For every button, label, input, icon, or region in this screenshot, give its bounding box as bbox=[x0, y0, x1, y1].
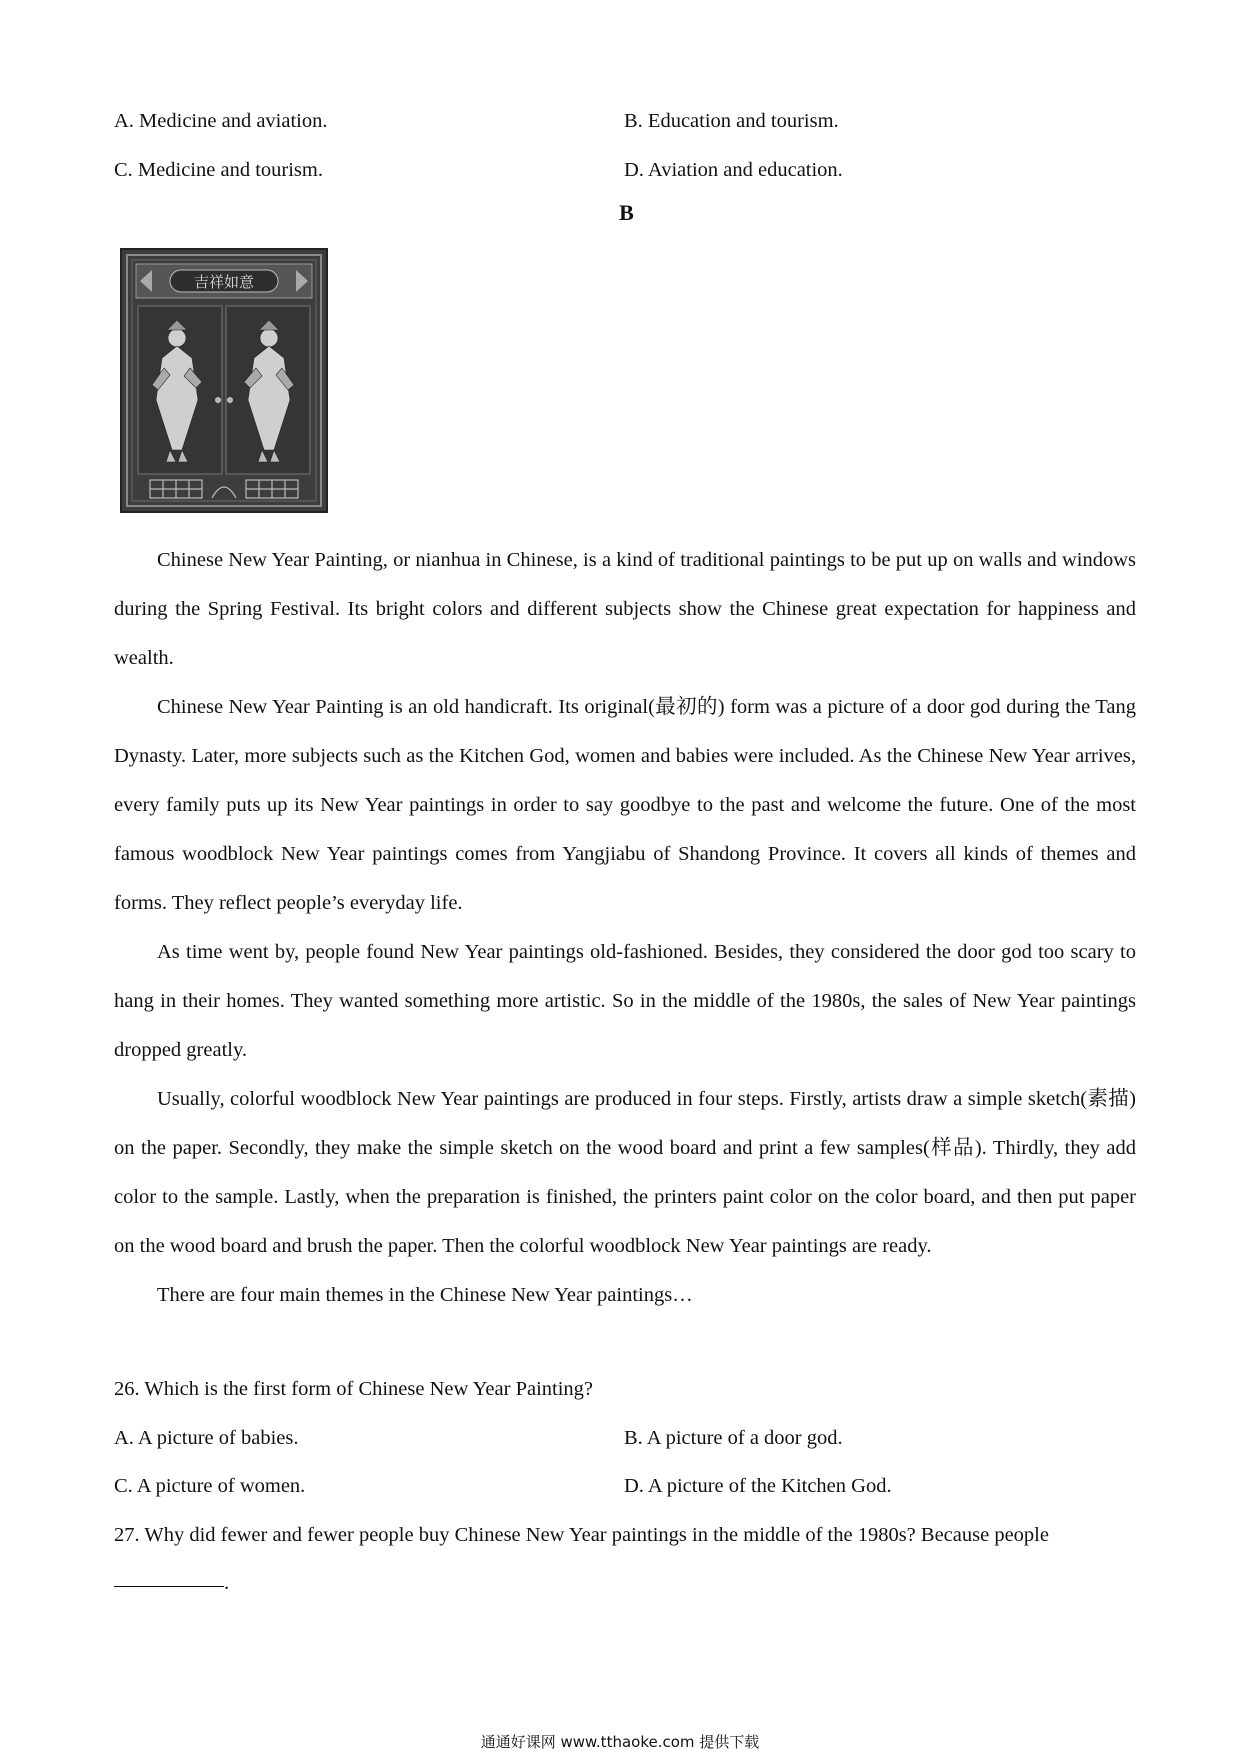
passage-paragraph-3: As time went by, people found New Year paintings old-fashioned. Besides, they considered the door god too scary to hang in their homes. They wanted something more artistic. So in the middle of the 1980s, the sales of New Year paintings dropped greatly. bbox=[114, 941, 1136, 1061]
passage-paragraph-2: Chinese New Year Painting is an old handicraft. Its original(最初的) form was a picture of a door god during the Tang Dynasty. Later, more subjects such as the Kitchen God, women and babies were included. As the Chinese New Year arrives, every family puts up its New Year paintings in order to say goodbye to the past and welcome the future. One of the most famous woodblock New Year paintings comes from Yangjiabu of Shandong Province. It covers all kinds of themes and forms. They reflect people’s everyday life. bbox=[114, 696, 1136, 914]
q26-option-d: D. A picture of the Kitchen God. bbox=[624, 1475, 892, 1497]
reading-passage bbox=[114, 536, 1136, 1320]
section-heading: B bbox=[619, 200, 634, 225]
prev-options-row-1 bbox=[114, 106, 1134, 136]
painting-title-glyphs: 吉祥如意 bbox=[193, 273, 255, 291]
passage-paragraph-4: Usually, colorful woodblock New Year paintings are produced in four steps. Firstly, artists draw a simple sketch(素描) on the paper. Secondly, they make the simple sketch on the wood board and print a few samples(样品). Thirdly, they add color to the sample. Lastly, when the preparation is finished, the printers paint color on the color board, and then put paper on the wood board and brush the paper. Then the colorful woodblock New Year paintings are ready. bbox=[114, 1088, 1136, 1257]
answer-blank-end: . bbox=[224, 1572, 230, 1594]
question-26-stem: 26. Which is the first form of Chinese New Year Painting? bbox=[114, 1378, 594, 1400]
prev-options-row-2 bbox=[114, 155, 1134, 185]
option-c: C. Medicine and tourism. bbox=[114, 159, 323, 181]
question-27-stem: 27. Why did fewer and fewer people buy Chinese New Year paintings in the middle of the 1980s? Because people bbox=[114, 1524, 1049, 1546]
q26-option-b: B. A picture of a door god. bbox=[624, 1427, 843, 1449]
passage-paragraph-1: Chinese New Year Painting, or nianhua in Chinese, is a kind of traditional paintings to be put up on walls and windows during the Spring Festival. Its bright colors and different subjects show the Chinese great expectation for happiness and wealth. bbox=[114, 549, 1136, 669]
nianhua-image bbox=[120, 248, 328, 513]
q26-option-c: C. A picture of women. bbox=[114, 1475, 306, 1497]
q26-options-row-2 bbox=[114, 1471, 1134, 1501]
passage-paragraph-5: There are four main themes in the Chinese New Year paintings… bbox=[157, 1284, 693, 1306]
door-gods-illustration bbox=[122, 250, 326, 511]
q26-option-a: A. A picture of babies. bbox=[114, 1427, 299, 1449]
page-footer: 通通好课网 www.tthaoke.com 提供下载 bbox=[480, 1733, 760, 1751]
option-a: A. Medicine and aviation. bbox=[114, 110, 328, 132]
option-b: B. Education and tourism. bbox=[624, 110, 839, 132]
q26-options-row-1 bbox=[114, 1423, 1134, 1453]
option-d: D. Aviation and education. bbox=[624, 159, 843, 181]
answer-blank bbox=[114, 1586, 224, 1587]
